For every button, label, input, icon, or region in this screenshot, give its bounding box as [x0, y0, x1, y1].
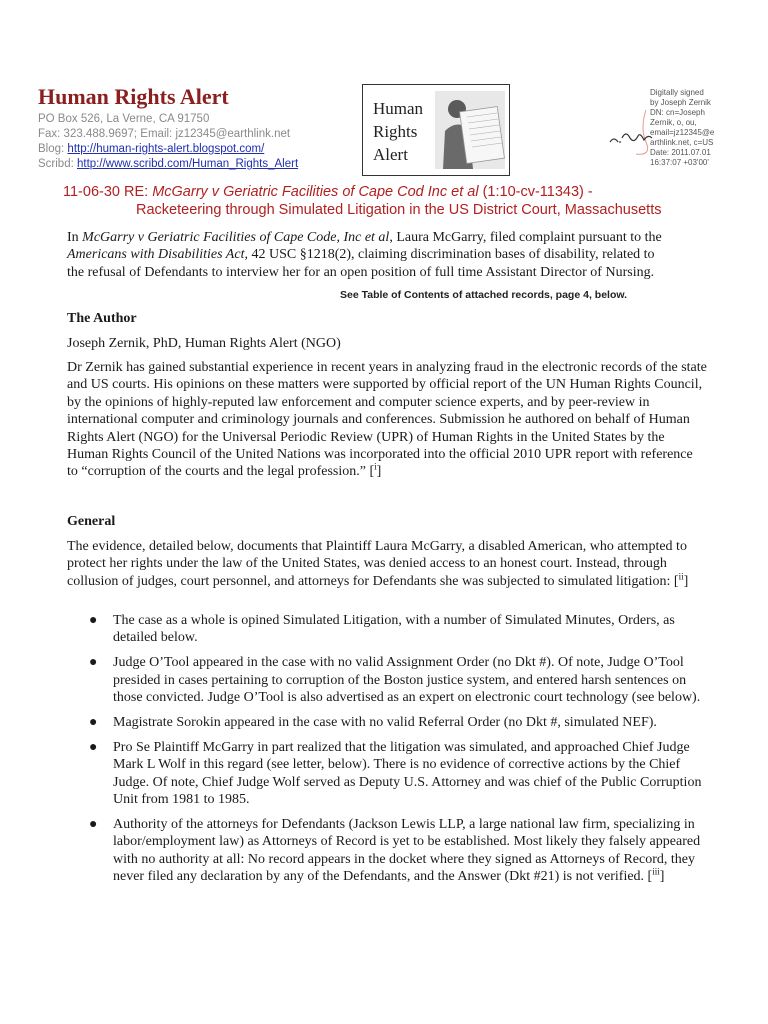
signature-line: arthlink.net, c=US — [650, 138, 714, 147]
heading-case-title: McGarry v Geriatric Facilities of Cape Cod Inc et al — [152, 184, 479, 200]
signature-line: by Joseph Zernik — [650, 98, 711, 107]
list-item — [67, 714, 707, 731]
list-item — [67, 612, 707, 647]
list-item-text: Pro Se Plaintiff McGarry in part realized that the litigation was simulated, and approached Chief Judge Mark L Wolf in this regard (see letter, below). There is no evidence of corrective actions by the Chief Judge. Of note, Chief Judge Wolf served as Deputy U.S. Attorney and was chief of the Public Corruption Unit from 1981 to 1985. — [113, 739, 702, 808]
author-heading: The Author — [67, 311, 137, 326]
logo-word: Rights — [373, 122, 418, 141]
heading-line-2: Racketeering through Simulated Litigation in the US District Court, Massachusetts — [136, 202, 662, 218]
phone-email: Fax: 323.488.9697; Email: jz12345@earthlink.net — [38, 128, 291, 140]
endnote-ref[interactable]: i — [374, 461, 377, 472]
bracket: ] — [683, 573, 689, 589]
document-heading — [63, 183, 703, 219]
scribd-row — [38, 157, 298, 172]
scribd-link[interactable]: http://www.scribd.com/Human_Rights_Alert — [77, 158, 299, 170]
bullet-icon: ● — [89, 817, 98, 833]
intro-case-name: McGarry v Geriatric Facilities of Cape Code, Inc et al — [82, 230, 390, 245]
signature-line: Digitally signed — [650, 88, 704, 97]
bracket: ] — [659, 869, 665, 885]
signature-line: email=jz12345@e — [650, 128, 715, 137]
bullet-icon: ● — [89, 715, 98, 731]
intro-act-name: Americans with Disabilities Act, — [67, 247, 248, 263]
signature-text — [650, 88, 714, 168]
toc-note: See Table of Contents of attached records, page 4, below. — [340, 289, 628, 301]
evidence-list — [67, 612, 707, 893]
blog-link[interactable]: http://human-rights-alert.blogspot.com/ — [67, 143, 265, 155]
author-bio — [67, 359, 707, 481]
intro-text: 42 USC §1218(2), claiming discrimination bases of disability, related to — [247, 247, 655, 263]
logo-word: Alert — [373, 145, 408, 164]
general-heading: General — [67, 514, 116, 529]
logo-photo-icon — [435, 91, 505, 169]
author-bio-text: Dr Zernik has gained substantial experience in recent years in analyzing fraud in the electronic records of the state and US courts. His opinions on these matters were supported by official report of the UN Human Rights Council, by the opinions of highly-reputed law enforcement and computer science experts, and by peer-review in international computer and criminology journals and conferences. Submission he authored on behalf of Human Rights Alert (NGO) for the Universal Periodic Review (UPR) of Human Rights in the United States by the Human Rights Council of the United Nations was incorporated into the official 2010 UPR report with reference to “corruption of the courts and the legal profession.” [ — [67, 360, 707, 480]
bullet-icon: ● — [89, 655, 98, 671]
list-item — [67, 816, 707, 886]
bullet-icon: ● — [89, 739, 98, 755]
bullet-icon: ● — [89, 613, 98, 628]
author-byline: Joseph Zernik, PhD, Human Rights Alert (NGO) — [67, 336, 341, 351]
heading-line-1 — [63, 183, 703, 201]
address: PO Box 526, La Verne, CA 91750 — [38, 113, 210, 125]
list-item-text: The case as a whole is opined Simulated Litigation, with a number of Simulated Minutes, Orders, as detailed below. — [113, 613, 675, 646]
endnote-ref[interactable]: iii — [652, 866, 660, 877]
org-title: Human Rights Alert — [38, 84, 229, 109]
intro-text: In — [67, 230, 83, 245]
blog-row — [38, 142, 298, 157]
logo-text — [373, 97, 423, 166]
heading-case-number: (1:10-cv-11343) - — [478, 184, 593, 200]
bracket: ] — [376, 464, 382, 480]
heading-prefix: 11-06-30 RE: — [63, 184, 153, 200]
contact-block — [38, 112, 298, 172]
endnote-ref[interactable]: ii — [678, 571, 684, 582]
intro-paragraph — [67, 229, 707, 281]
list-item-text: Magistrate Sorokin appeared in the case with no valid Referral Order (no Dkt #, simulated NEF). — [113, 715, 657, 731]
signature-line: DN: cn=Joseph — [650, 108, 705, 117]
intro-text: , Laura McGarry, filed complaint pursuant to the — [389, 230, 662, 245]
list-item — [67, 654, 707, 706]
list-item — [67, 739, 707, 809]
logo-word: Human — [373, 99, 424, 118]
signature-line: Date: 2011.07.01 — [650, 148, 711, 157]
intro-text: the refusal of Defendants to interview her for an open position of full time Assistant Director of Nursing. — [67, 264, 655, 280]
signature-line: Zernik, o, ou, — [650, 118, 697, 127]
general-text: The evidence, detailed below, documents that Plaintiff Laura McGarry, a disabled American, who attempted to protect her rights under the law of the United States, was denied access to an honest court. Instead, through collusion of judges, court personnel, and attorneys for Defendants she was subjected to simulated litigation: [ — [67, 539, 687, 589]
general-paragraph — [67, 538, 707, 590]
list-item-text: Authority of the attorneys for Defendants (Jackson Lewis LLP, a large national law firm, specializing in labor/employment law) as Attorneys of Record is yet to be established. Most likely they falsely appeared with no authority at all: No record appears in the docket where they signed as Attorneys of Record, they never filed any declaration by any of the Defendants, and the Answer (Dkt #21) is not verified. [ — [113, 817, 701, 885]
hra-logo — [362, 84, 510, 176]
list-item-text: Judge O’Tool appeared in the case with no valid Assignment Order (no Dkt #). Of note, Judge O’Tool presided in cases pertaining to corruption of the Boston justice system, and entered harsh sentences on those convicted. Judge O’Tool is also advertised as an expert on electronic court technology (see below). — [113, 655, 701, 706]
signature-line: 16:37:07 +03'00' — [650, 158, 709, 167]
blog-label: Blog: — [38, 143, 65, 155]
digital-signature — [606, 88, 746, 168]
scribd-label: Scribd: — [38, 158, 74, 170]
